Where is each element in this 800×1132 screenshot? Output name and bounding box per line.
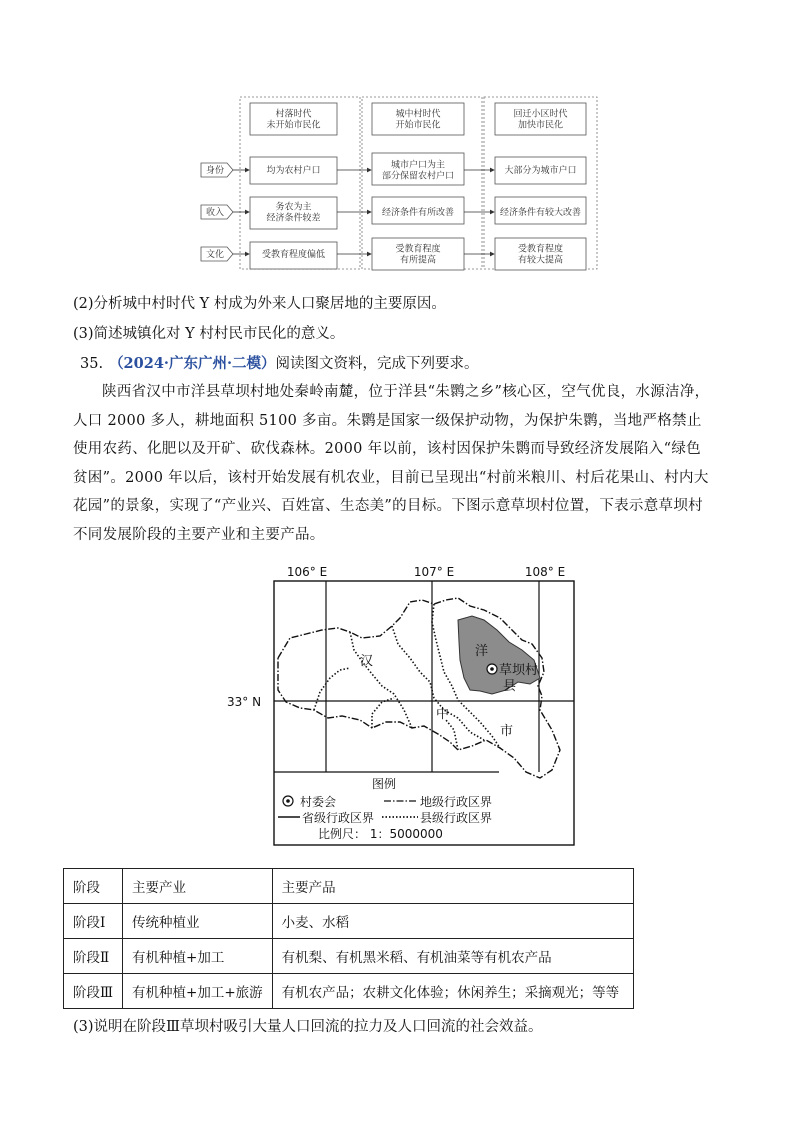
table-header-industry: 主要产业 [123,869,273,904]
legend-county-boundary: 县级行政区界 [420,811,493,825]
lon-label-107: 107° E [413,565,455,579]
stage-box-label: 回迁小区时代加快市民化 [513,109,568,131]
table-header-row [64,869,634,904]
flow-cell-label: 受教育程度有所提高 [395,244,441,266]
flow-diagram [195,94,600,272]
flow-cell-label: 均为农村户口 [266,166,321,176]
legend-village-committee: 村委会 [300,795,337,809]
row-label: 身份 [205,166,225,176]
table-cell-industry: 有机种植+加工+旅游 [123,974,273,1009]
lon-label-106: 106° E [286,565,328,579]
table-cell-stage: 阶段Ⅰ [64,904,123,939]
flow-cell-label: 经济条件有所改善 [381,208,455,218]
label-shi: 市 [500,724,514,739]
table-cell-industry: 传统种植业 [123,904,273,939]
flow-cell-label: 受教育程度偏低 [261,250,326,260]
table-row [64,974,634,1009]
table-header-stage: 阶段 [64,869,123,904]
table-cell-industry: 有机种植+加工 [123,939,273,974]
stage-box-label: 村落时代未开始市民化 [266,109,321,131]
question-35-header [80,354,479,374]
question-3: (3)简述城镇化对 Y 村村民市民化的意义。 [73,326,345,342]
question-3b: (3)说明在阶段Ⅲ草坝村吸引大量人口回流的拉力及人口回流的社会效益。 [73,1019,543,1035]
stage-box-label: 城中村时代开始市民化 [395,109,441,131]
table-cell-stage: 阶段Ⅲ [64,974,123,1009]
table-cell-products: 有机农产品；农耕文化体验；休闲养生；采摘观光；等等 [272,974,633,1009]
label-yang: 洋 [475,644,489,659]
legend-provincial-boundary: 省级行政区界 [302,811,375,825]
lon-label-108: 108° E [524,565,566,579]
flow-cell-label: 受教育程度有较大提高 [517,244,564,266]
label-han: 汉 [360,654,374,669]
table-cell-products: 有机梨、有机黑米稻、有机油菜等有机农产品 [272,939,633,974]
row-label: 文化 [205,250,225,260]
table-row [64,939,634,974]
legend-prefecture-boundary: 地级行政区界 [420,795,493,809]
question-2: (2)分析城中村时代 Y 村成为外来人口聚居地的主要原因。 [73,296,446,312]
table-cell-products: 小麦、水稻 [272,904,633,939]
legend-title: 图例 [371,777,397,791]
flow-cell-label: 经济条件有较大改善 [499,208,582,218]
table-header-products: 主要产品 [272,869,633,904]
row-label: 收入 [205,208,225,218]
label-village: 草坝村 [499,663,539,678]
question-35-paragraph: 陕西省汉中市洋县草坝村地处秦岭南麓，位于洋县“朱鹮之乡”核心区，空气优良，水源洁净，人口 2000 多人，耕地面积 5100 多亩。朱鹮是国家一级保护动物，为保护朱鹮，当地严格禁止使用农药、化肥以及开矿、砍伐森林。2000 年以前，该村因保护朱鹮而导致经济发展陷入“绿色贫困”。2000 年以后，该村开始发展有机农业，目前已呈现出“村前米粮川、村后花果山、村内大花园”的景象，实现了“产业兴、百姓富、生态美”的目标。下图示意草坝村位置，下表示意草坝村不同发展阶段的主要产业和主要产品。 [73,384,710,543]
label-xian: 县 [503,679,517,694]
location-map [222,560,577,855]
legend-scale: 比例尺： 1：5000000 [318,827,443,841]
stage-table [63,868,634,1009]
lat-label-33n: 33° N [227,695,262,709]
question-instruction: 阅读图文资料，完成下列要求。 [275,356,479,372]
question-number: 35. [80,356,104,372]
flow-cell-label: 务农为主经济条件较差 [266,202,321,224]
label-zhong: 中 [436,707,450,722]
table-row [64,904,634,939]
flow-cell-label: 城市户口为主部分保留农村户口 [381,160,455,182]
question-source: （2024·广东广州·二模） [109,355,276,372]
table-cell-stage: 阶段Ⅱ [64,939,123,974]
flow-cell-label: 大部分为城市户口 [504,166,577,176]
